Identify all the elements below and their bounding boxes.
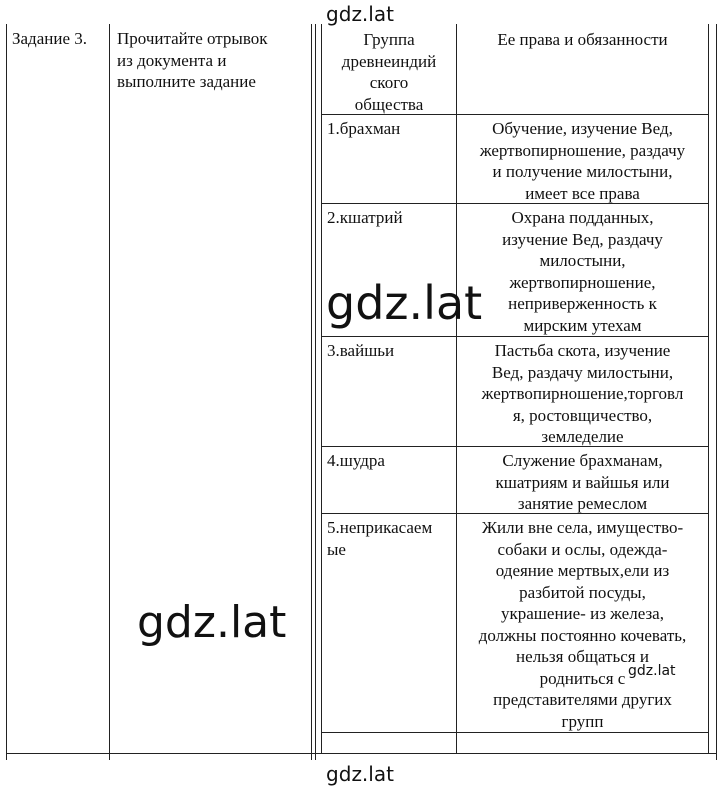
- rights-line: имеет все права: [525, 183, 640, 203]
- instruction-line: выполните задание: [117, 72, 256, 91]
- left-border: [6, 24, 7, 760]
- row-1-rights: [457, 118, 708, 204]
- rights-line: должны постоянно кочевать,: [478, 625, 687, 645]
- rights-line: Жили вне села, имущество-: [481, 518, 684, 537]
- group-line: 1.брахман: [327, 119, 401, 138]
- inner-table-right: [708, 24, 709, 753]
- row-3-rights: [457, 340, 708, 448]
- rights-line: собаки и ослы, одежда-: [497, 539, 668, 559]
- rights-line: представителями других: [493, 690, 672, 709]
- rights-line: Обучение, изучение Вед,: [492, 119, 673, 138]
- rights-line: кшатриям и вайшья или: [495, 472, 670, 492]
- inner-row-line-3: [321, 336, 708, 337]
- watermark-bottom: gdz.lat: [326, 762, 394, 786]
- group-line: 3.вайшьи: [327, 341, 395, 360]
- header-group-line: древнеиндий: [341, 51, 437, 71]
- instruction-line: из документа и: [117, 50, 227, 70]
- header-group-line: Группа: [363, 30, 415, 49]
- row-5-rights: [457, 517, 708, 732]
- rights-line: я, ростовщичество,: [512, 405, 653, 425]
- rights-line: земледелие: [541, 427, 624, 446]
- col-divider-2a: [311, 24, 312, 760]
- rights-line: одеяние мертвых,ели из: [495, 561, 670, 580]
- rights-line: групп: [561, 711, 604, 731]
- rights-line: жертвопирношение,: [509, 272, 656, 292]
- rights-line: Охрана подданных,: [511, 208, 654, 227]
- watermark-large-left: gdz.lat: [137, 597, 287, 648]
- task-label: Задание 3.: [12, 29, 87, 48]
- rights-line: Вед, раздачу милостыни,: [491, 362, 674, 382]
- header-group-line: общества: [354, 94, 424, 114]
- col-divider-1: [109, 24, 110, 760]
- group-line: 5.неприкасаем: [327, 518, 433, 537]
- header-group-line: ского: [369, 73, 409, 92]
- col-divider-2b: [315, 24, 316, 760]
- rights-line: мирским утехам: [523, 315, 642, 335]
- row-5-group: [327, 517, 432, 560]
- instruction-line: Прочитайте отрывок: [117, 29, 268, 48]
- row-2-rights: [457, 207, 708, 336]
- rights-line: нельзя общаться и: [516, 647, 649, 666]
- rights-line: занятие ремеслом: [517, 494, 648, 513]
- group-line: ые: [327, 539, 346, 559]
- bottom-border: [6, 753, 716, 754]
- rights-line: неприверженность к: [508, 294, 657, 313]
- row-1-group: [327, 118, 400, 140]
- group-line: 2.кшатрий: [327, 208, 403, 227]
- watermark-small: gdz.lat: [628, 663, 676, 679]
- header-group: [322, 29, 456, 115]
- row-2-group: [327, 207, 403, 229]
- watermark-large-center: gdz.lat: [326, 276, 483, 330]
- rights-line: разбитой посуды,: [519, 582, 646, 602]
- rights-line: Пастьба скота, изучение: [494, 341, 671, 360]
- rights-line: милостыни,: [539, 251, 626, 270]
- row-3-group: [327, 340, 394, 362]
- rights-line: украшение- из железа,: [501, 604, 664, 623]
- watermark-top: gdz.lat: [326, 2, 394, 26]
- inner-table-left: [321, 24, 322, 753]
- task-instruction: [117, 28, 309, 93]
- rights-line: жертвопирношение,торговл: [481, 384, 684, 403]
- rights-line: и получение милостыни,: [492, 162, 673, 181]
- row-4-group: [327, 450, 385, 472]
- rights-line: Служение брахманам,: [502, 451, 663, 470]
- rights-line: жертвопирношение, раздачу: [479, 140, 686, 160]
- rights-line: изучение Вед, раздачу: [502, 229, 663, 249]
- header-rights: Ее права и обязанности: [497, 30, 668, 49]
- right-border: [716, 24, 717, 760]
- rights-line: родниться с: [539, 668, 626, 688]
- group-line: 4.шудра: [327, 451, 385, 470]
- row-4-rights: [457, 450, 708, 515]
- inner-row-line-6: [321, 732, 708, 733]
